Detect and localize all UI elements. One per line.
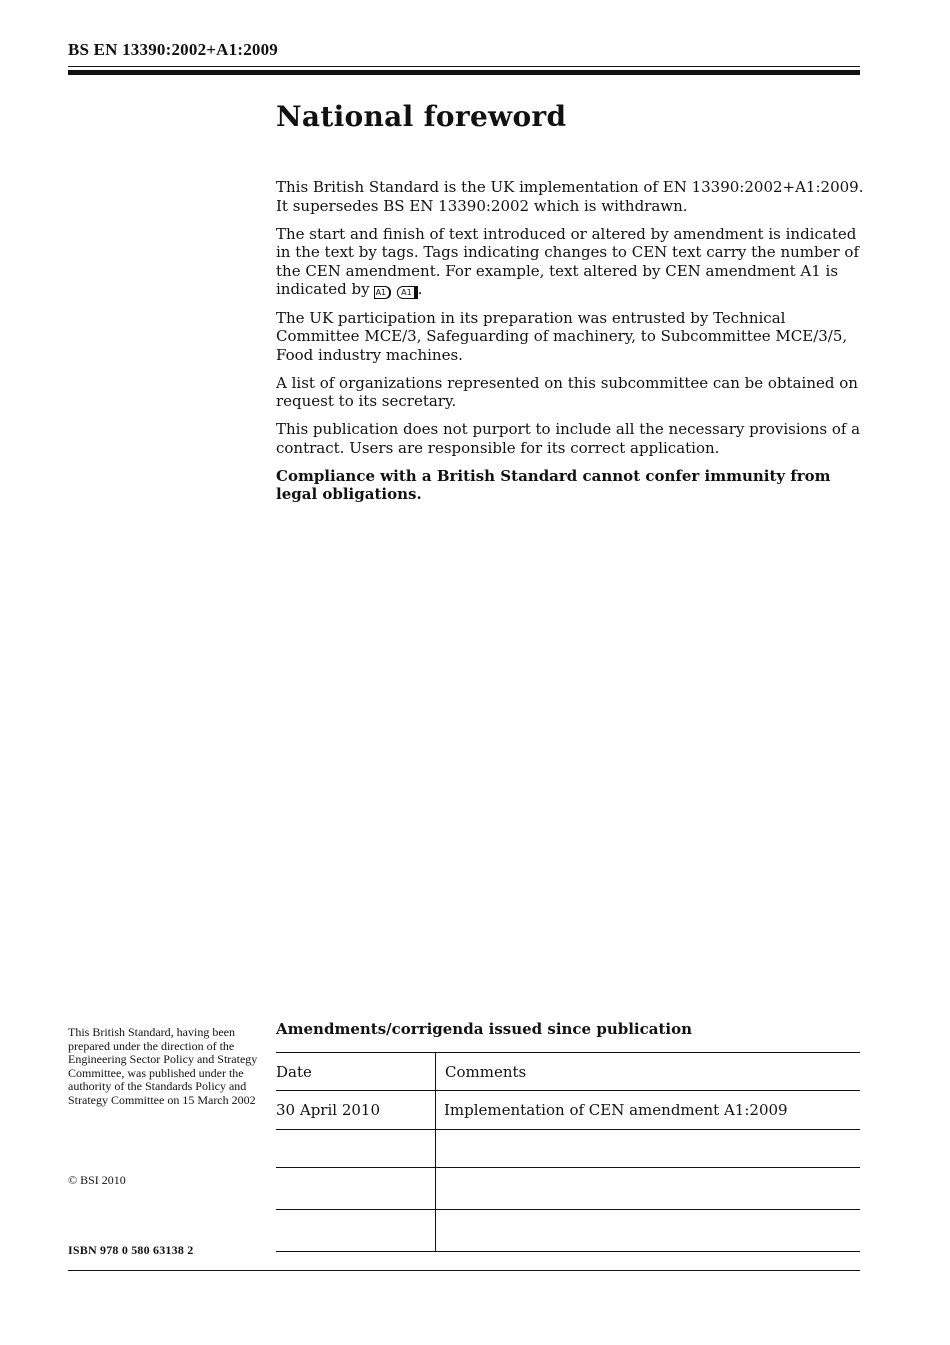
amendment-end-tag-icon: A1	[397, 286, 418, 299]
amendment-start-tag-icon: A1	[374, 286, 392, 299]
paragraph-organizations: A list of organizations represented on this subcommittee can be obtained on request to its secretary.	[276, 373, 858, 410]
table-row	[276, 1091, 860, 1130]
isbn: ISBN 978 0 580 63138 2	[68, 1243, 194, 1257]
column-header-comments: Comments	[436, 1053, 861, 1091]
paragraph-tags	[276, 225, 866, 300]
page-title: National foreword	[276, 100, 567, 133]
tag-sentence-end: .	[417, 280, 423, 298]
amendment-comment	[436, 1210, 861, 1252]
amendments-table	[276, 1052, 860, 1252]
amendment-comment	[436, 1168, 861, 1210]
table-row	[276, 1130, 860, 1168]
amendments-heading: Amendments/corrigenda issued since publication	[276, 1020, 692, 1038]
publication-note: This British Standard, having been prepared under the direction of the Engineering Sector Policy and Strategy Committee, was published under the authority of the Standards Policy and Strategy Committee on 15 March 2002	[68, 1025, 258, 1107]
amendment-date: 30 April 2010	[276, 1091, 436, 1130]
amendment-comment	[436, 1130, 861, 1168]
amendment-date	[276, 1168, 436, 1210]
table-row	[276, 1210, 860, 1252]
amendment-date	[276, 1210, 436, 1252]
footer-rule	[68, 1270, 860, 1271]
document-code: BS EN 13390:2002+A1:2009	[68, 40, 278, 59]
column-header-date: Date	[276, 1053, 436, 1091]
amendment-comment: Implementation of CEN amendment A1:2009	[436, 1091, 861, 1130]
header-rule-thick	[68, 70, 860, 75]
table-row	[276, 1168, 860, 1210]
paragraph-tags-text: The start and finish of text introduced or altered by amendment is indicated in the text by tags. Tags indicating changes to CEN text carry the number of the CEN amendment. For example, text altered by CEN amendment A1 is indicated by	[276, 224, 860, 298]
foreword-body	[276, 178, 866, 513]
header-rule-thin	[68, 66, 860, 67]
amendment-date	[276, 1130, 436, 1168]
compliance-notice: Compliance with a British Standard cannot confer immunity from legal obligations.	[276, 466, 831, 503]
paragraph-contract: This publication does not purport to include all the necessary provisions of a contract. Users are responsible for its correct application.	[276, 420, 861, 457]
paragraph-implementation: This British Standard is the UK implementation of EN 13390:2002+A1:2009. It supersedes BS EN 13390:2002 which is withdrawn.	[276, 178, 864, 215]
paragraph-participation: The UK participation in its preparation was entrusted by Technical Committee MCE/3, Safeguarding of machinery, to Subcommittee MCE/3/5, Food industry machines.	[276, 308, 848, 364]
table-header-row	[276, 1053, 860, 1091]
copyright-notice: © BSI 2010	[68, 1173, 126, 1187]
